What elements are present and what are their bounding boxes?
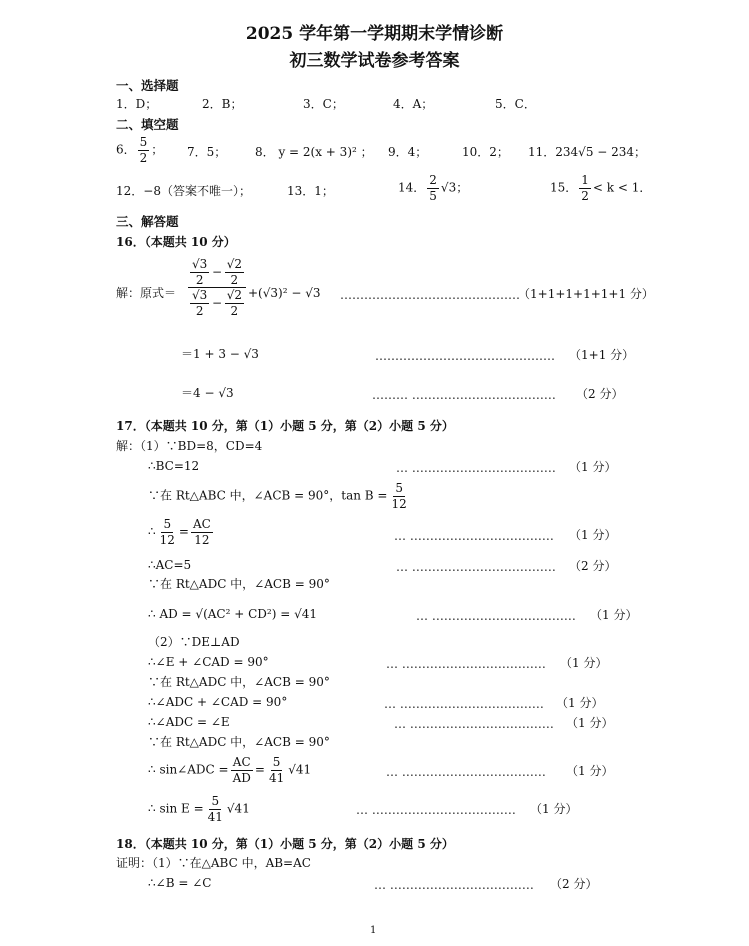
q17-line: ∴∠ADC = ∠E <box>148 715 230 729</box>
fill-answer-11: 11．234√5 − 234； <box>528 145 647 159</box>
q18-points: （2 分） <box>550 877 598 891</box>
fill-answer-12: 12．−8（答案不唯一）； <box>116 184 251 198</box>
q17-dots: … ……………………………… <box>394 529 554 543</box>
q16-line3-dots: ……… ……………………………… <box>372 388 556 402</box>
q17-points: （1 分） <box>569 528 617 542</box>
fraction: $\frac{1}{2}$ <box>581 173 589 203</box>
q17-dots: … ……………………………… <box>356 803 516 817</box>
choice-answer-5: 5．C． <box>495 97 536 111</box>
q16-line1-points: （1+1+1+1+1+1 分） <box>518 287 654 301</box>
page-subtitle: 初三数学试卷参考答案 <box>289 51 460 71</box>
q16-line1-tail: +(√3)² − √3 <box>248 286 321 300</box>
choice-answer-4: 4．A； <box>393 97 434 111</box>
q17-dots: … ……………………………… <box>396 461 556 475</box>
q17-points: （1 分） <box>556 696 604 710</box>
fill-answer-7: 7．5； <box>187 145 227 159</box>
q16-line3-points: （2 分） <box>576 387 624 401</box>
q17-points: （1 分） <box>569 460 617 474</box>
q17-points: （1 分） <box>566 716 614 730</box>
q17-dots: … ……………………………… <box>384 697 544 711</box>
q18-line: 证明：（1）∵在△ABC 中，AB=AC <box>116 856 311 870</box>
q17-line: 解：（1）∵BD=8，CD=4 <box>116 439 263 453</box>
q18-line: ∴∠B = ∠C <box>148 876 212 890</box>
q17-line: ∴ sin∠ADC = $\frac{AC}{AD}$ = $\frac{5}{41}$ √41 <box>148 755 312 785</box>
q17-dots: … ……………………………… <box>386 657 546 671</box>
q17-points: （1 分） <box>566 764 614 778</box>
q17-line: ∴∠E + ∠CAD = 90° <box>148 655 269 669</box>
q17-dots: … ……………………………… <box>416 609 576 623</box>
fill-answer-8: 8． y = 2(x + 3)² ； <box>255 145 373 159</box>
section-heading-choice: 一、选择题 <box>116 78 179 93</box>
fill-answer-10: 10．2； <box>462 145 509 159</box>
q17-line: ∴∠ADC + ∠CAD = 90° <box>148 695 288 709</box>
q17-points: （2 分） <box>569 559 617 573</box>
page-title: 2025 学年第一学期期末学情诊断 <box>245 24 504 44</box>
q17-line: ∴ sin E = $\frac{5}{41}$ √41 <box>148 794 250 824</box>
choice-answer-2: 2．B； <box>202 97 243 111</box>
q16-line3: ＝4 − √3 <box>181 386 234 400</box>
q17-points: （1 分） <box>590 608 638 622</box>
q17-line: ∴BC=12 <box>148 459 200 473</box>
q17-line: ∵在 Rt△ABC 中，∠ACB = 90°，tan B = $\frac{5}{12}$ <box>148 481 407 511</box>
fill-answer-9: 9．4； <box>388 145 428 159</box>
q16-line2: ＝1 + 3 − √3 <box>181 347 259 361</box>
q17-dots: … ……………………………… <box>386 765 546 779</box>
q17-points: （1 分） <box>530 802 578 816</box>
q17-line: ∴ $\frac{5}{12}$ = $\frac{AC}{12}$ <box>148 517 211 547</box>
fill-answer-6: 6． $\frac{5}{2}$ ； <box>116 135 164 165</box>
q17-line: ∴AC=5 <box>148 558 192 572</box>
q16-line2-dots: ……………………………………… <box>375 349 555 363</box>
q17-line: ∴ AD = √(AC² + CD²) = √41 <box>148 607 317 621</box>
q18-title: 18．（本题共 10 分，第（1）小题 5 分，第（2）小题 5 分） <box>116 837 454 851</box>
fill-answer-14: 14． $\frac{2}{5}$ √3； <box>398 173 469 203</box>
choice-answer-3: 3．C； <box>303 97 344 111</box>
q16-title: 16．（本题共 10 分） <box>116 235 236 249</box>
fraction: $\frac{2}{5}$ <box>429 173 437 203</box>
choice-answer-1: 1．D； <box>116 97 158 111</box>
q17-dots: … ……………………………… <box>394 717 554 731</box>
q17-dots: … ……………………………… <box>396 560 556 574</box>
fraction: $\frac{5}{2}$ <box>139 135 148 165</box>
q16-line1-prefix: 解：原式＝ <box>116 286 177 300</box>
page-number: 1 <box>370 925 377 936</box>
q17-points: （1 分） <box>560 656 608 670</box>
q17-line: （2）∵DE⊥AD <box>148 635 240 649</box>
q16-complex-fraction: $\frac{√3}{2}$ − $\frac{√2}{2}$ $\frac{√3}{2}$ − $\frac{√2}{2}$ <box>188 258 246 317</box>
q17-line: ∵在 Rt△ADC 中，∠ACB = 90° <box>148 675 330 689</box>
q16-line1-dots: ……………………………………… <box>340 288 520 302</box>
q17-line: ∵在 Rt△ADC 中，∠ACB = 90° <box>148 735 330 749</box>
section-heading-fill: 二、填空题 <box>116 117 179 132</box>
q16-line2-points: （1+1 分） <box>569 348 635 362</box>
fill-answer-15: 15． $\frac{1}{2}$ < k < 1． <box>550 173 652 203</box>
q18-dots: … ……………………………… <box>374 878 534 892</box>
section-heading-solve: 三、解答题 <box>116 214 179 229</box>
fill-answer-13: 13．1； <box>287 184 334 198</box>
q17-line: ∵在 Rt△ADC 中，∠ACB = 90° <box>148 577 330 591</box>
q17-title: 17．（本题共 10 分，第（1）小题 5 分，第（2）小题 5 分） <box>116 419 454 433</box>
